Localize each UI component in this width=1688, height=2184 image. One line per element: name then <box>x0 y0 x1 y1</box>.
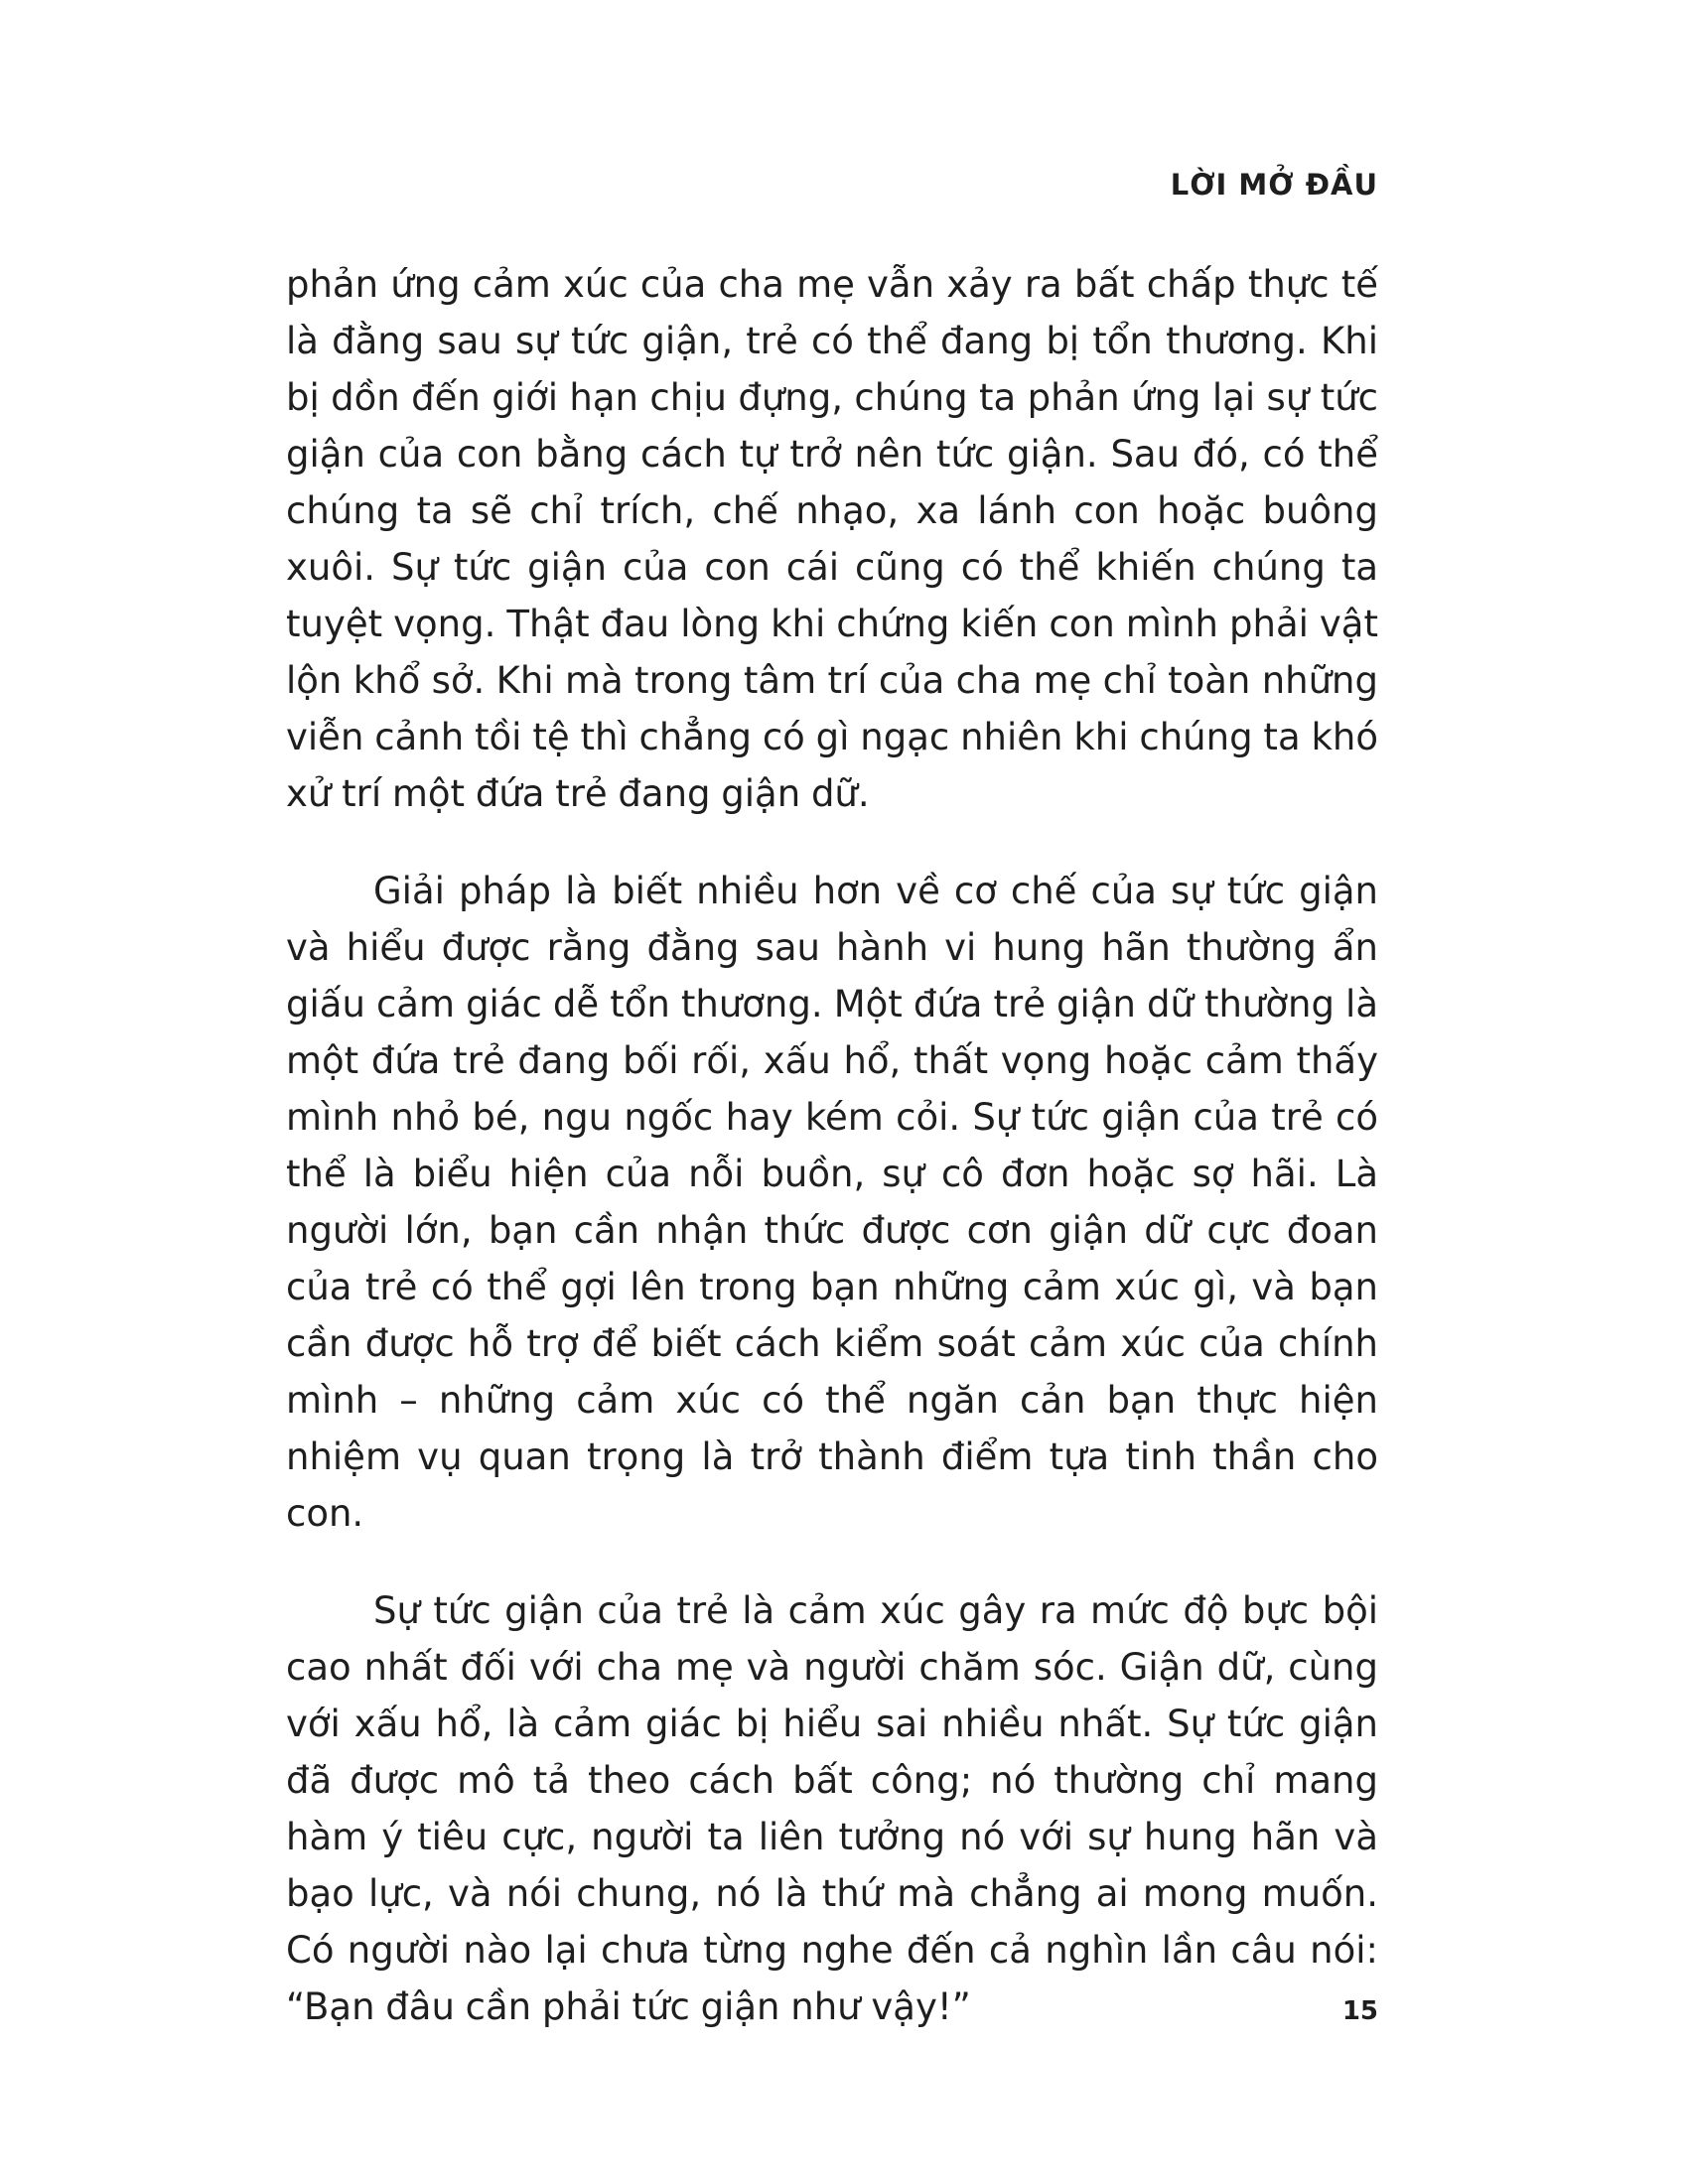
body-text <box>286 256 1378 2076</box>
paragraph-3: Sự tức giận của trẻ là cảm xúc gây ra mức độ bực bội cao nhất đối với cha mẹ và người chăm sóc. Giận dữ, cùng với xấu hổ, là cảm giác bị hiểu sai nhiều nhất. Sự tức giận đã được mô tả theo cách bất công; nó thường chỉ mang hàm ý tiêu cực, người ta liên tưởng nó với sự hung hãn và bạo lực, và nói chung, nó là thứ mà chẳng ai mong muốn. Có người nào lại chưa từng nghe đến cả nghìn lần câu nói: “Bạn đâu cần phải tức giận như vậy!” <box>286 1589 1378 2028</box>
paragraph-2: Giải pháp là biết nhiều hơn về cơ chế của sự tức giận và hiểu được rằng đằng sau hành vi hung hãn thường ẩn giấu cảm giác dễ tổn thương. Một đứa trẻ giận dữ thường là một đứa trẻ đang bối rối, xấu hổ, thất vọng hoặc cảm thấy mình nhỏ bé, ngu ngốc hay kém cỏi. Sự tức giận của trẻ có thể là biểu hiện của nỗi buồn, sự cô đơn hoặc sợ hãi. Là người lớn, bạn cần nhận thức được cơn giận dữ cực đoan của trẻ có thể gợi lên trong bạn những cảm xúc gì, và bạn cần được hỗ trợ để biết cách kiểm soát cảm xúc của chính mình – những cảm xúc có thể ngăn cản bạn thực hiện nhiệm vụ quan trọng là trở thành điểm tựa tinh thần cho con. <box>286 870 1378 1535</box>
paragraph-1: phản ứng cảm xúc của cha mẹ vẫn xảy ra bất chấp thực tế là đằng sau sự tức giận, trẻ có thể đang bị tổn thương. Khi bị dồn đến giới hạn chịu đựng, chúng ta phản ứng lại sự tức giận của con bằng cách tự trở nên tức giận. Sau đó, có thể chúng ta sẽ chỉ trích, chế nhạo, xa lánh con hoặc buông xuôi. Sự tức giận của con cái cũng có thể khiến chúng ta tuyệt vọng. Thật đau lòng khi chứng kiến con mình phải vật lộn khổ sở. Khi mà trong tâm trí của cha mẹ chỉ toàn những viễn cảnh tồi tệ thì chẳng có gì ngạc nhiên khi chúng ta khó xử trí một đứa trẻ đang giận dữ. <box>286 263 1378 815</box>
page-number: 15 <box>1341 1996 1378 2026</box>
running-header: LỜI MỞ ĐẦU <box>1170 168 1378 202</box>
